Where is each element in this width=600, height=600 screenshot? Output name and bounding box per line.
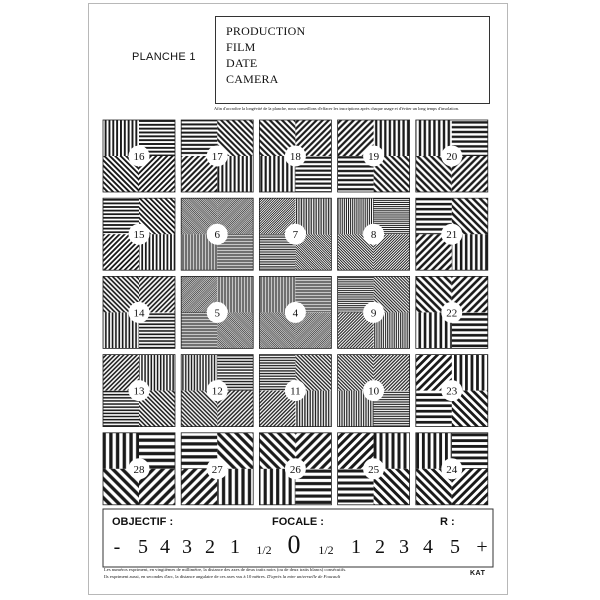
field-date: DATE — [226, 56, 258, 70]
target-number-label: 17 — [211, 151, 223, 163]
target-number-label: 18 — [289, 151, 301, 163]
target-cell — [259, 355, 331, 427]
objectif-label: OBJECTIF : — [112, 516, 174, 528]
scale-2-left: 2 — [205, 536, 215, 558]
target-cell — [259, 276, 331, 348]
field-camera: CAMERA — [226, 72, 279, 86]
target-cell — [338, 120, 410, 192]
target-cell — [181, 120, 253, 192]
target-number-label: 14 — [133, 307, 145, 320]
target-number-label: 19 — [368, 151, 380, 163]
brand-logo: KAT — [470, 570, 486, 577]
scale-plus: + — [476, 536, 488, 558]
target-number-label: 10 — [368, 385, 380, 398]
target-cell — [338, 433, 410, 505]
target-number-label: 22 — [446, 307, 458, 320]
target-cell — [103, 433, 175, 505]
target-number-label: 11 — [290, 385, 301, 398]
field-film: FILM — [226, 40, 256, 54]
scale-zero: 0 — [287, 530, 301, 559]
target-number-label: 24 — [446, 463, 458, 476]
r-label: R : — [440, 516, 455, 528]
target-cell — [338, 198, 410, 270]
target-number-label: 16 — [133, 151, 145, 163]
target-number-label: 13 — [133, 385, 145, 398]
scale-5-left: 5 — [138, 536, 148, 558]
target-cell — [259, 198, 331, 270]
target-cell — [416, 120, 488, 192]
target-number-label: 12 — [211, 385, 223, 398]
target-cell — [103, 120, 175, 192]
target-cell — [103, 276, 175, 348]
target-number-label: 23 — [446, 385, 458, 398]
target-cell — [416, 433, 488, 505]
target-cell — [338, 276, 410, 348]
target-number-label: 8 — [370, 229, 377, 242]
scale-1-left: 1 — [230, 536, 240, 558]
target-number-label: 20 — [446, 151, 458, 163]
target-cell — [181, 433, 253, 505]
scale-half-right: 1/2 — [318, 543, 334, 557]
scale-minus: - — [113, 536, 121, 558]
target-number-label: 5 — [214, 307, 220, 320]
footer-line-1: Les numéros expriment, en vingtièmes de millimètre, la distance des axes de deux traits noirs (ou de deux traits blancs) consécutifs. — [104, 567, 347, 572]
footer-line-2 — [104, 574, 464, 580]
footer-credit: D'après la mire universelle de Foucault — [266, 574, 341, 579]
target-number-label: 6 — [214, 229, 220, 242]
target-number-label: 28 — [133, 463, 145, 476]
scale-4-right: 4 — [423, 536, 433, 558]
target-cell — [416, 355, 488, 427]
target-number-label: 21 — [446, 229, 458, 242]
footer-line-2-text: Ils expriment aussi, en secondes d'arc, la distance angulaire de ces axes vus à 10 mètres. — [104, 574, 266, 579]
target-cell — [416, 198, 488, 270]
scale-3-right: 3 — [399, 536, 409, 558]
target-cell — [259, 120, 331, 192]
target-number-label: 4 — [292, 307, 299, 320]
scale-2-right: 2 — [375, 536, 385, 558]
target-cell — [416, 276, 488, 348]
target-number-label: 25 — [368, 463, 380, 476]
focale-label: FOCALE : — [272, 516, 324, 528]
target-cell — [259, 433, 331, 505]
target-cell — [181, 355, 253, 427]
scale-half-left: 1/2 — [256, 543, 272, 557]
target-cell — [103, 198, 175, 270]
scale-3-left: 3 — [182, 536, 192, 558]
target-cell — [338, 355, 410, 427]
target-cell — [181, 276, 253, 348]
field-production: PRODUCTION — [226, 24, 306, 38]
care-note: Afin d'accroître la longévité de la planche, nous conseillons d'effacer les inscriptions après chaque usage et d'éviter un long temps d'insolation. — [214, 106, 460, 111]
target-number-label: 15 — [133, 229, 145, 242]
target-number-label: 27 — [211, 463, 223, 476]
target-number-label: 7 — [292, 229, 299, 242]
target-number-label: 9 — [370, 307, 377, 320]
scale-1-right: 1 — [351, 536, 361, 558]
target-cell — [103, 355, 175, 427]
target-cell — [181, 198, 253, 270]
planche-label: PLANCHE 1 — [132, 51, 196, 63]
target-number-label: 26 — [289, 463, 301, 476]
scale-4-left: 4 — [160, 536, 170, 558]
scale-5-right: 5 — [450, 536, 460, 558]
